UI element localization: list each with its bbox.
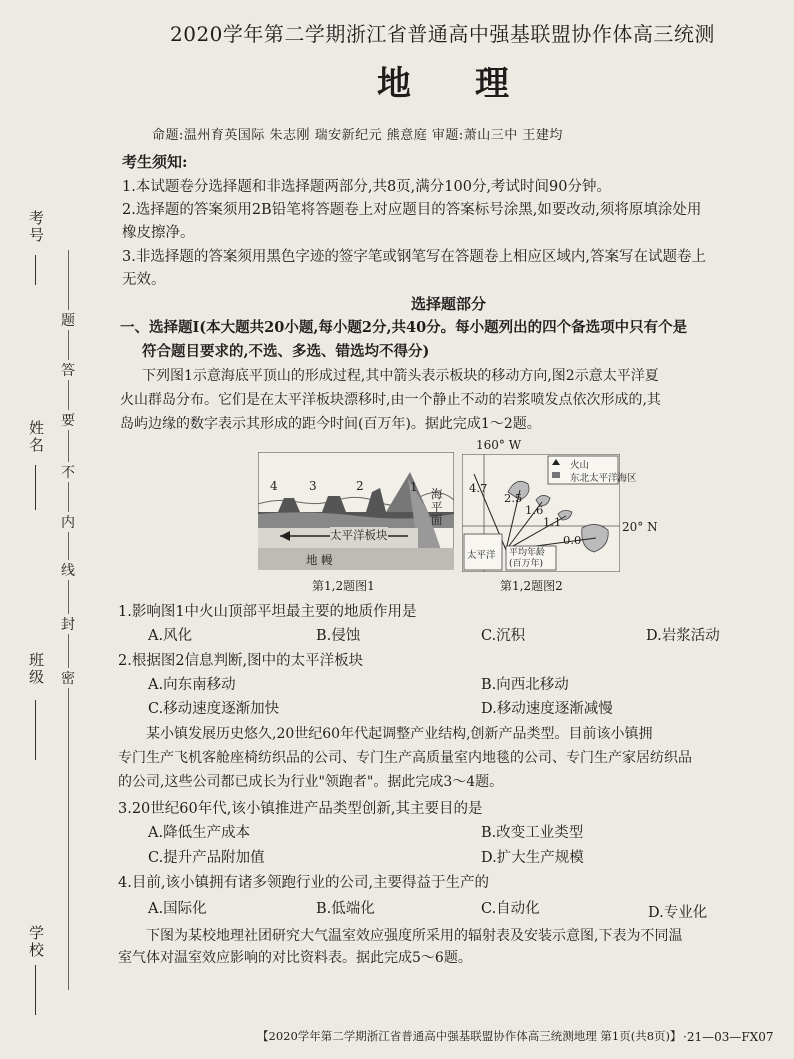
age-label: 1.1 [543, 515, 562, 529]
notice-item: 无效。 [122, 272, 166, 288]
seal-char: 答 [61, 360, 75, 380]
passage-line: 下列图1示意海底平顶山的形成过程,其中箭头表示板块的移动方向,图2示意太平洋夏 [142, 368, 659, 384]
option: C.移动速度逐渐加快 [148, 701, 280, 717]
option: D.扩大生产规模 [481, 850, 584, 866]
passage-line: 下图为某校地理社团研究大气温室效应强度所采用的辐射表及安装示意图,下表为不同温 [146, 928, 683, 944]
seamount-number: 3 [309, 479, 317, 493]
seal-char: 要 [61, 410, 75, 430]
figure2-caption: 第1,2题图2 [500, 579, 563, 593]
school-label: 学校 [27, 925, 45, 959]
authors-line: 命题:温州育英国际 朱志刚 瑞安新纪元 熊意庭 审题:萧山三中 王建均 [152, 128, 563, 143]
class-line [35, 700, 36, 760]
option: C.沉积 [481, 628, 526, 644]
notice-item: 1.本试题卷分选择题和非选择题两部分,共8页,满分100分,考试时间90分钟。 [122, 179, 612, 195]
question-stem: 3.20世纪60年代,该小镇推进产品类型创新,其主要目的是 [118, 801, 483, 817]
option: D.专业化 [648, 905, 708, 921]
notice-item: 橡皮擦净。 [122, 225, 195, 241]
seal-char: 题 [61, 310, 75, 330]
plate-label: 太平洋板块 [330, 528, 388, 542]
passage-line: 的公司,这些公司都已成长为行业"领跑者"。据此完成3～4题。 [118, 774, 504, 790]
seal-char: 内 [61, 512, 75, 532]
question-stem: 4.目前,该小镇拥有诸多领跑行业的公司,主要得益于生产的 [118, 875, 490, 891]
seamount-number: 4 [270, 479, 278, 493]
legend-zone: 东北太平洋海区 [570, 473, 637, 484]
question-stem: 1.影响图1中火山顶部平坦最主要的地质作用是 [118, 604, 417, 620]
age-label: 4.7 [469, 481, 488, 495]
mantle-label: 地 幔 [306, 553, 333, 567]
option: C.提升产品附加值 [148, 850, 265, 866]
seal-char: 封 [61, 614, 75, 634]
seamount-number: 2 [356, 479, 364, 493]
legend-volcano: 火山 [570, 460, 590, 471]
section-heading: 符合题目要求的,不选、多选、错选均不得分) [142, 343, 430, 360]
latitude-label: 20° N [622, 520, 658, 534]
option: A.风化 [148, 628, 193, 644]
option: B.改变工业类型 [481, 825, 584, 841]
passage-line: 某小镇发展历史悠久,20世纪60年代起调整产业结构,创新产品类型。目前该小镇拥 [146, 726, 653, 742]
age-label: 2.5 [504, 491, 523, 505]
seal-char: 不 [61, 462, 75, 482]
passage-line: 岛屿边缘的数字表示其形成的距今时间(百万年)。据此完成1～2题。 [120, 416, 541, 432]
section-heading: 一、选择题Ⅰ(本大题共20小题,每小题2分,共40分。每小题列出的四个备选项中只有个是 [120, 319, 688, 336]
option: A.国际化 [148, 901, 207, 917]
option: D.岩浆活动 [646, 628, 720, 644]
seal-char: 线 [61, 560, 75, 580]
name-label: 姓名 [27, 420, 45, 454]
section-title: 选择题部分 [411, 295, 487, 313]
page-footer: 【2020学年第二学期浙江省普通高中强基联盟协作体高三统测地理 第1页(共8页)】 [257, 1029, 682, 1043]
legend-pacific: 太平洋 [467, 550, 496, 561]
longitude-label: 160° W [476, 438, 522, 452]
seamount-diagram [258, 452, 454, 570]
option: B.向西北移动 [481, 677, 569, 693]
option: B.低端化 [316, 901, 375, 917]
name-line [35, 465, 36, 510]
legend-average-age: 平均年龄(百万年) [509, 548, 546, 569]
age-label: 0.0 [563, 533, 582, 547]
option: A.降低生产成本 [148, 825, 251, 841]
option: C.自动化 [481, 901, 540, 917]
class-label: 班级 [27, 652, 45, 686]
option: B.侵蚀 [316, 628, 361, 644]
figure1-caption: 第1,2题图1 [312, 579, 375, 593]
school-line [35, 965, 36, 1015]
exam-title: 2020学年第二学期浙江省普通高中强基联盟协作体高三统测 [170, 22, 715, 46]
option: A.向东南移动 [148, 677, 236, 693]
question-stem: 2.根据图2信息判断,图中的太平洋板块 [118, 653, 364, 669]
notice-title: 考生须知: [122, 153, 188, 171]
notice-item: 3.非选择题的答案须用黑色字迹的签字笔或钢笔写在答题卷上相应区域内,答案写在试题卷上 [122, 249, 706, 265]
passage-line: 专门生产飞机客舱座椅纺织品的公司、专门生产高质量室内地毯的公司、专门生产家居纺织品 [118, 750, 692, 766]
seamount-number: 1 [410, 480, 418, 494]
seal-char: 密 [61, 668, 75, 688]
sea-level-label: 海平面 [431, 487, 443, 527]
option: D.移动速度逐渐减慢 [481, 701, 613, 717]
subject-title: 地理 [377, 64, 573, 104]
passage-line: 火山群岛分布。它们是在太平洋板块漂移时,由一个静止不动的岩浆喷发点依次形成的,其 [120, 392, 661, 408]
exam-no-line [35, 255, 36, 285]
page-code: ·21—03—FX07 [683, 1030, 774, 1044]
age-label: 1.6 [525, 503, 544, 517]
passage-line: 室气体对温室效应影响的对比资料表。据此完成5～6题。 [118, 950, 472, 966]
notice-item: 2.选择题的答案须用2B铅笔将答题卷上对应题目的答案标号涂黑,如要改动,须将原填涂处用 [122, 202, 702, 218]
exam-no-label: 考号 [27, 210, 45, 244]
